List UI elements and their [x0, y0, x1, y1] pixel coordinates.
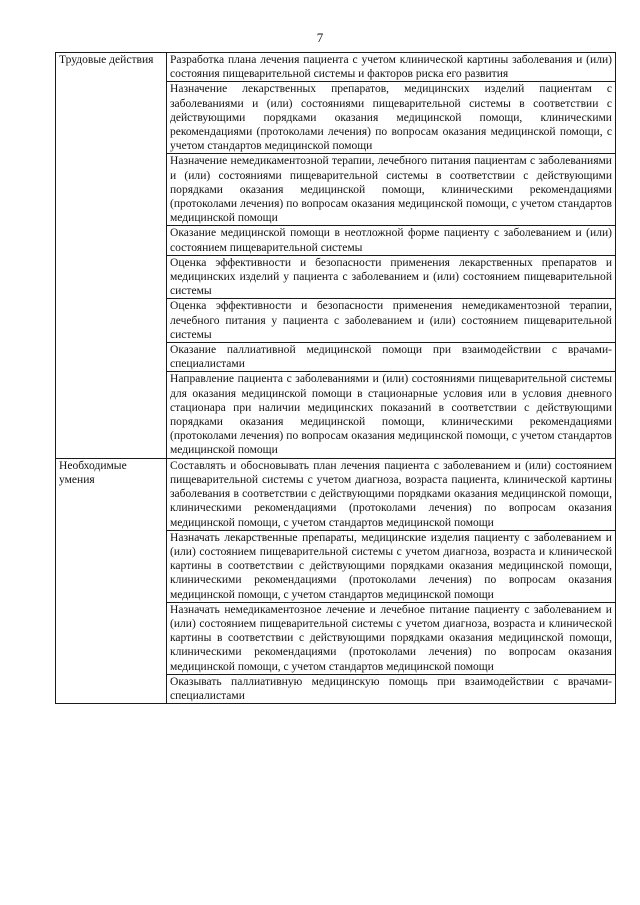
requirements-table — [55, 52, 616, 704]
table-cell: Назначать немедикаментозное лечение и лечебное питание пациенту с заболеванием и (или) состоянием пищеварительной системы с учетом диагноза, возраста и клинической картины в соответствии с действующими порядками оказания медицинской помощи, клиническими рекомендациями (протоколами лечения) по вопросам оказания медицинской помощи, с учетом стандартов медицинской помощи — [167, 602, 616, 674]
table-cell: Назначение немедикаментозной терапии, лечебного питания пациентам с заболеваниями и (или) состояниями пищеварительной системы в соответствии с действующими порядками оказания медицинской помощи, клиническими рекомендациями (протоколами лечения) по вопросам оказания медицинской помощи, с учетом стандартов медицинской помощи — [167, 154, 616, 226]
table-cell: Направление пациента с заболеваниями и (или) состояниями пищеварительной системы для оказания медицинской помощи в стационарные условия или в условия дневного стационара при наличии медицинских показаний в соответствии с действующими порядками оказания медицинской помощи, клиническими рекомендациями (протоколами лечения) по вопросам оказания медицинской помощи, с учетом стандартов медицинской помощи — [167, 372, 616, 458]
table-cell: Разработка плана лечения пациента с учетом клинической картины заболевания и (или) состояния пищеварительной системы и факторов риска его развития — [167, 53, 616, 82]
table-cell: Составлять и обосновывать план лечения пациента с заболеванием и (или) состоянием пищеварительной системы с учетом диагноза, возраста пациента, клинической картины заболевания в соответствии с действующими порядками оказания медицинской помощи, клиническими рекомендациями (протоколами лечения) по вопросам оказания медицинской помощи, с учетом стандартов медицинской помощи — [167, 458, 616, 530]
section-label-labor-actions: Трудовые действия — [56, 53, 167, 459]
table-cell: Назначать лекарственные препараты, медицинские изделия пациенту с заболеванием и (или) состоянием пищеварительной системы с учетом диагноза, возраста и клинической картины в соответствии с действующими порядками оказания медицинской помощи, клиническими рекомендациями (протоколами лечения) по вопросам оказания медицинской помощи, с учетом стандартов медицинской помощи — [167, 530, 616, 602]
section-label-required-skills: Необходимые умения — [56, 458, 167, 703]
table-row — [56, 53, 616, 82]
table-cell: Назначение лекарственных препаратов, медицинских изделий пациентам с заболеваниями и (или) состояниями пищеварительной системы в соответствии с действующими порядками оказания медицинской помощи, клиническими рекомендациями (протоколами лечения) по вопросам оказания медицинской помощи, с учетом стандартов медицинской помощи — [167, 82, 616, 154]
table-cell: Оказание паллиативной медицинской помощи при взаимодействии с врачами-специалистами — [167, 343, 616, 372]
page-number: 7 — [316, 30, 324, 45]
table-cell: Оценка эффективности и безопасности применения лекарственных препаратов и медицинских изделий у пациента с заболеванием и (или) состоянием пищеварительной системы — [167, 255, 616, 299]
table-cell: Оказывать паллиативную медицинскую помощь при взаимодействии с врачами-специалистами — [167, 674, 616, 703]
table-cell: Оказание медицинской помощи в неотложной форме пациенту с заболеванием и (или) состоянием пищеварительной системы — [167, 226, 616, 255]
table-cell: Оценка эффективности и безопасности применения немедикаментозной терапии, лечебного питания у пациента с заболеванием и (или) состоянием пищеварительной системы — [167, 299, 616, 343]
table-row — [56, 458, 616, 530]
